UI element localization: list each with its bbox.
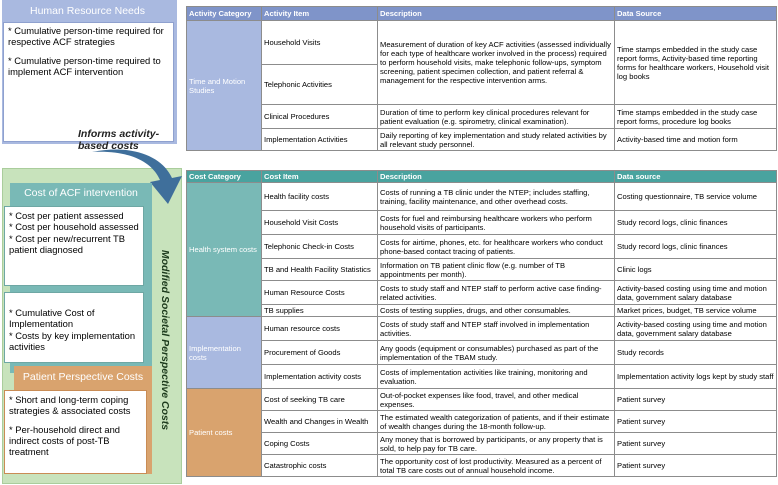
activity-table bbox=[186, 6, 777, 151]
cost-category-cell: Patient costs bbox=[187, 389, 262, 477]
patient-bullet-1: * Short and long-term coping strategies & associated costs bbox=[9, 394, 131, 417]
cost-source-cell: Patient survey bbox=[615, 389, 777, 411]
activity-description-cell: Duration of time to perform key clinical procedures relevant for patient evaluation (e.g. spirometry, clinical examination). bbox=[378, 105, 615, 129]
human-resource-needs-list bbox=[3, 22, 174, 142]
activity-source-cell: Activity-based time and motion form bbox=[615, 129, 777, 151]
cost-header-source: Data source bbox=[615, 171, 777, 183]
cost-description-cell: Costs of study staff and NTEP staff involved in implementation activities. bbox=[378, 317, 615, 341]
activity-header-source: Data Source bbox=[615, 7, 777, 21]
cost-source-cell: Study record logs, clinic finances bbox=[615, 235, 777, 259]
hr-bullet-2: * Cumulative person-time required to implement ACF intervention bbox=[8, 54, 161, 78]
patient-bullet-2: * Per-household direct and indirect costs of post-TB treatment bbox=[9, 423, 121, 458]
cost-source-cell: Patient survey bbox=[615, 455, 777, 477]
table-row bbox=[187, 259, 777, 281]
table-row bbox=[187, 411, 777, 433]
cost-item-cell: Health facility costs bbox=[262, 183, 378, 211]
cost-header-item: Cost Item bbox=[262, 171, 378, 183]
cost-description-cell: Information on TB patient clinic flow (e.g. number of TB appointments per month). bbox=[378, 259, 615, 281]
activity-source-cell: Time stamps embedded in the study case report forms, Activity-based time reporting forms for healthcare workers, Household visit log books bbox=[615, 21, 777, 105]
activity-description-cell: Measurement of duration of key ACF activities (assessed individually for each type of healthcare worker involved in the process) required to perform household visits, make telephonic follow-ups, symptom screening, patient specimen collection, and patient referral & management for the respective intervention arms. bbox=[378, 21, 615, 105]
cost-item-cell: Catastrophic costs bbox=[262, 455, 378, 477]
table-row bbox=[187, 389, 777, 411]
activity-item-cell: Clinical Procedures bbox=[262, 105, 378, 129]
human-resource-needs-title: Human Resource Needs bbox=[30, 5, 145, 17]
cost-source-cell: Study record logs, clinic finances bbox=[615, 211, 777, 235]
table-row bbox=[187, 341, 777, 365]
table-row bbox=[187, 235, 777, 259]
cost-source-cell: Implementation activity logs kept by study staff bbox=[615, 365, 777, 389]
cost-table-header bbox=[187, 171, 777, 183]
cost-description-cell: Costs of testing supplies, drugs, and other consumables. bbox=[378, 305, 615, 317]
informs-activity-costs-label: Informs activity-based costs bbox=[78, 128, 160, 152]
cost-source-cell: Activity-based costing using time and motion data, government salary database bbox=[615, 317, 777, 341]
modified-societal-label-wrap bbox=[150, 200, 180, 480]
cost-source-cell: Patient survey bbox=[615, 433, 777, 455]
cost-header-description: Description bbox=[378, 171, 615, 183]
hr-bullet-1: * Cumulative person-time required for respective ACF strategies bbox=[8, 25, 164, 48]
patient-perspective-list bbox=[4, 390, 147, 474]
cost-description-cell: Any money that is borrowed by participants, or any property that is sold, to help pay for TB care. bbox=[378, 433, 615, 455]
table-row bbox=[187, 21, 777, 65]
activity-header-category: Activity Category bbox=[187, 7, 262, 21]
cost-header-category: Cost Category bbox=[187, 171, 262, 183]
cost-acf-bullet-2: * Cost per household assessed bbox=[9, 221, 139, 233]
activity-description-cell: Daily reporting of key implementation and study related activities by all relevant study personnel. bbox=[378, 129, 615, 151]
cost-item-cell: Coping Costs bbox=[262, 433, 378, 455]
cost-source-cell: Clinic logs bbox=[615, 259, 777, 281]
cost-source-cell: Activity-based costing using time and motion data, government salary database bbox=[615, 281, 777, 305]
activity-header-item: Activity Item bbox=[262, 7, 378, 21]
cost-acf-bullet-5: * Costs by key implementation activities bbox=[9, 329, 136, 352]
activity-header-description: Description bbox=[378, 7, 615, 21]
cost-source-cell: Patient survey bbox=[615, 411, 777, 433]
cost-description-cell: Costs to study staff and NTEP staff to perform active case finding-related activities. bbox=[378, 281, 615, 305]
patient-perspective-title: Patient Perspective Costs bbox=[22, 371, 144, 383]
cost-description-cell: Costs of implementation activities like training, monitoring and evaluation. bbox=[378, 365, 615, 389]
activity-item-cell: Household Visits bbox=[262, 21, 378, 65]
cost-acf-list-2 bbox=[4, 292, 144, 363]
table-row bbox=[187, 183, 777, 211]
modified-societal-label: Modified Societal Perspective Costs bbox=[159, 249, 171, 431]
cost-table bbox=[186, 170, 777, 477]
cost-description-cell: Costs for fuel and reimbursing healthcare workers who perform household visits of participants. bbox=[378, 211, 615, 235]
cost-source-cell: Market prices, budget, TB service volume bbox=[615, 305, 777, 317]
cost-acf-bullet-1: * Cost per patient assessed bbox=[9, 210, 124, 221]
cost-description-cell: Any goods (equipment or consumables) purchased as part of the implementation of the TBAM study. bbox=[378, 341, 615, 365]
cost-item-cell: Human Resource Costs bbox=[262, 281, 378, 305]
cost-source-cell: Costing questionnaire, TB service volume bbox=[615, 183, 777, 211]
cost-item-cell: TB supplies bbox=[262, 305, 378, 317]
cost-acf-list-1 bbox=[4, 206, 144, 286]
cost-item-cell: Procurement of Goods bbox=[262, 341, 378, 365]
table-row bbox=[187, 281, 777, 305]
cost-description-cell: The opportunity cost of lost productivity. Measured as a percent of total TB care costs out of annual household income. bbox=[378, 455, 615, 477]
cost-item-cell: Cost of seeking TB care bbox=[262, 389, 378, 411]
cost-acf-bullet-3: * Cost per new/recurrent TB patient diagnosed bbox=[9, 232, 126, 255]
activity-item-cell: Telephonic Activities bbox=[262, 65, 378, 105]
table-row bbox=[187, 455, 777, 477]
cost-description-cell: Costs of running a TB clinic under the NTEP; includes staffing, training, facility maintenance, and other overhead costs. bbox=[378, 183, 615, 211]
cost-item-cell: Wealth and Changes in Wealth bbox=[262, 411, 378, 433]
table-row bbox=[187, 305, 777, 317]
table-row bbox=[187, 365, 777, 389]
cost-category-cell: Implementation costs bbox=[187, 317, 262, 389]
cost-item-cell: Human resource costs bbox=[262, 317, 378, 341]
cost-description-cell: Out-of-pocket expenses like food, travel, and other medical expenses. bbox=[378, 389, 615, 411]
activity-item-cell: Implementation Activities bbox=[262, 129, 378, 151]
table-row bbox=[187, 211, 777, 235]
activity-category-cell: Time and Motion Studies bbox=[187, 21, 262, 151]
cost-item-cell: Household Visit Costs bbox=[262, 211, 378, 235]
table-row bbox=[187, 129, 777, 151]
cost-item-cell: TB and Health Facility Statistics bbox=[262, 259, 378, 281]
cost-acf-title: Cost of ACF intervention bbox=[24, 187, 138, 199]
cost-source-cell: Study records bbox=[615, 341, 777, 365]
table-row bbox=[187, 317, 777, 341]
activity-source-cell: Time stamps embedded in the study case report forms, procedure log books bbox=[615, 105, 777, 129]
cost-acf-bullet-4: * Cumulative Cost of Implementation bbox=[9, 307, 95, 330]
cost-description-cell: Costs for airtime, phones, etc. for healthcare workers who conduct phone-based contact tracing of patients. bbox=[378, 235, 615, 259]
cost-category-cell: Health system costs bbox=[187, 183, 262, 317]
cost-item-cell: Implementation activity costs bbox=[262, 365, 378, 389]
table-row bbox=[187, 105, 777, 129]
cost-item-cell: Telephonic Check-in Costs bbox=[262, 235, 378, 259]
cost-description-cell: The estimated wealth categorization of patients, and if their estimate of wealth changes during the 18-month follow-up. bbox=[378, 411, 615, 433]
table-row bbox=[187, 433, 777, 455]
activity-table-header bbox=[187, 7, 777, 21]
